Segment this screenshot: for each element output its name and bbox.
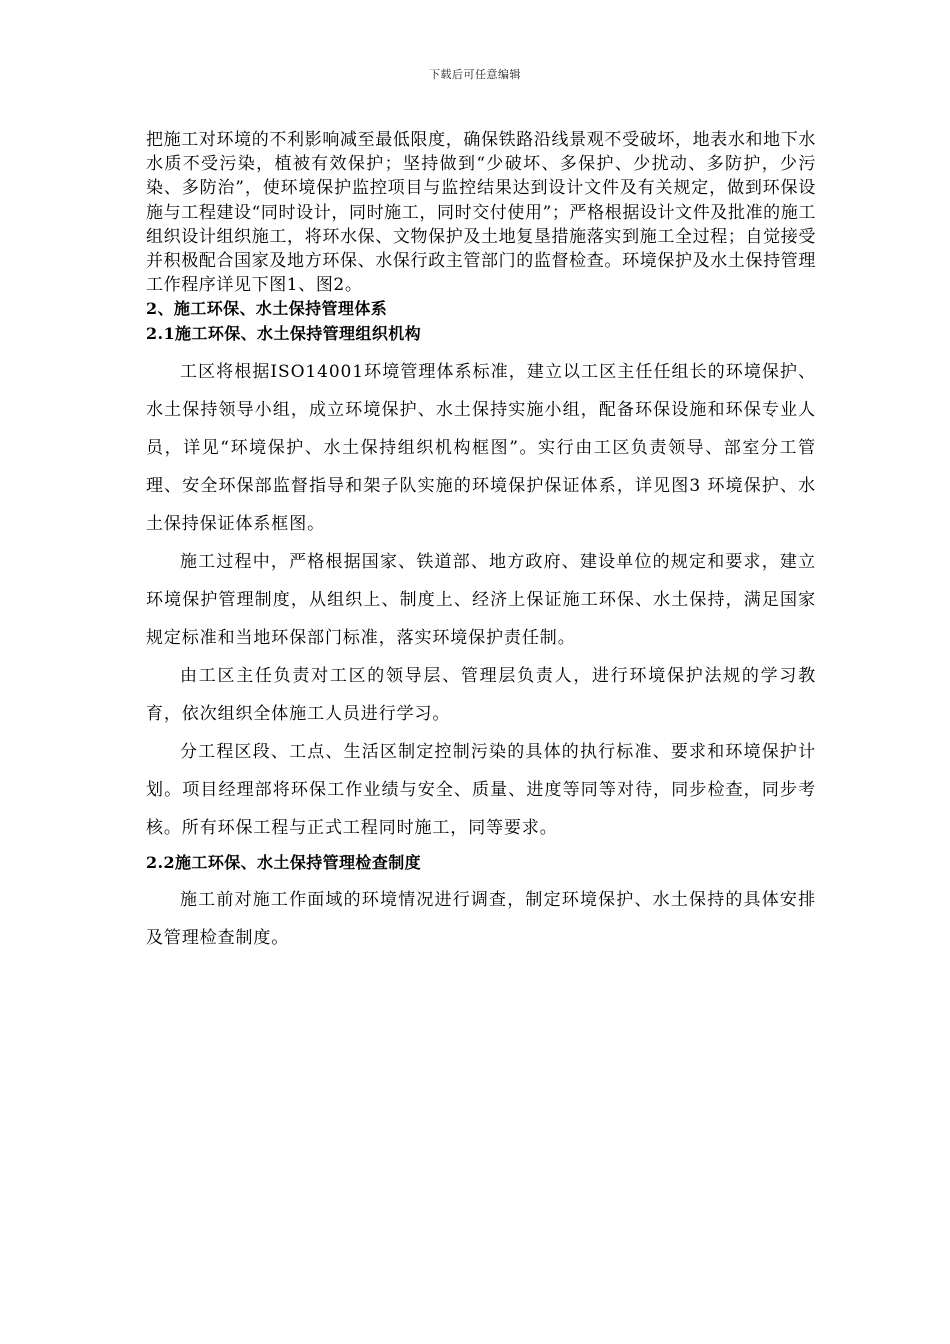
paragraph-2-1-b: 施工过程中，严格根据国家、铁道部、地方政府、建设单位的规定和要求，建立环境保护管理制度，从组织上、制度上、经济上保证施工环保、水土保持，满足国家规定标准和当地环保部门标准，落实环境保护责任制。 [146, 552, 816, 649]
paragraph-2-2-a: 施工前对施工作面域的环境情况进行调查，制定环境保护、水土保持的具体安排及管理检查制度。 [146, 890, 816, 949]
section-2-1-heading: 2.1施工环保、水土保持管理组织机构 [146, 324, 422, 344]
section-2-heading: 2、施工环保、水土保持管理体系 [146, 299, 388, 319]
paragraph-2-1-d: 分工程区段、工点、生活区制定控制污染的具体的执行标准、要求和环境保护计划。项目经理部将环保工作业绩与安全、质量、进度等同等对待，同步检查，同步考核。所有环保工程与正式工程同时施工，同等要求。 [146, 742, 816, 839]
intro-paragraph: 把施工对环境的不利影响减至最低限度，确保铁路沿线景观不受破坏，地表水和地下水水质不受污染，植被有效保护；坚持做到“少破坏、多保护、少扰动、多防护，少污染、多防治”，使环境保护监控项目与监控结果达到设计文件及有关规定，做到环保设施与工程建设“同时设计，同时施工，同时交付使用”；严格根据设计文件及批准的施工组织设计组织施工，将环水保、文物保护及土地复垦措施落实到施工全过程；自觉接受并积极配合国家及地方环保、水保行政主管部门的监督检查。环境保护及水土保持管理工作程序详见下图1、图2。 [146, 130, 816, 296]
page-header-note: 下载后可任意编辑 [429, 68, 521, 81]
document-body [146, 128, 816, 957]
paragraph-2-1-c: 由工区主任负责对工区的领导层、管理层负责人，进行环境保护法规的学习教育，依次组织全体施工人员进行学习。 [146, 666, 816, 725]
section-2-2-heading: 2.2施工环保、水土保持管理检查制度 [146, 853, 422, 873]
paragraph-2-1-a: 工区将根据ISO14001环境管理体系标准，建立以工区主任任组长的环境保护、水土保持领导小组，成立环境保护、水土保持实施小组，配备环保设施和环保专业人员，详见“环境保护、水土保持组织机构框图”。实行由工区负责领导、部室分工管理、安全环保部监督指导和架子队实施的环境保护保证体系，详见图3 环境保护、水土保持保证体系框图。 [146, 362, 816, 535]
